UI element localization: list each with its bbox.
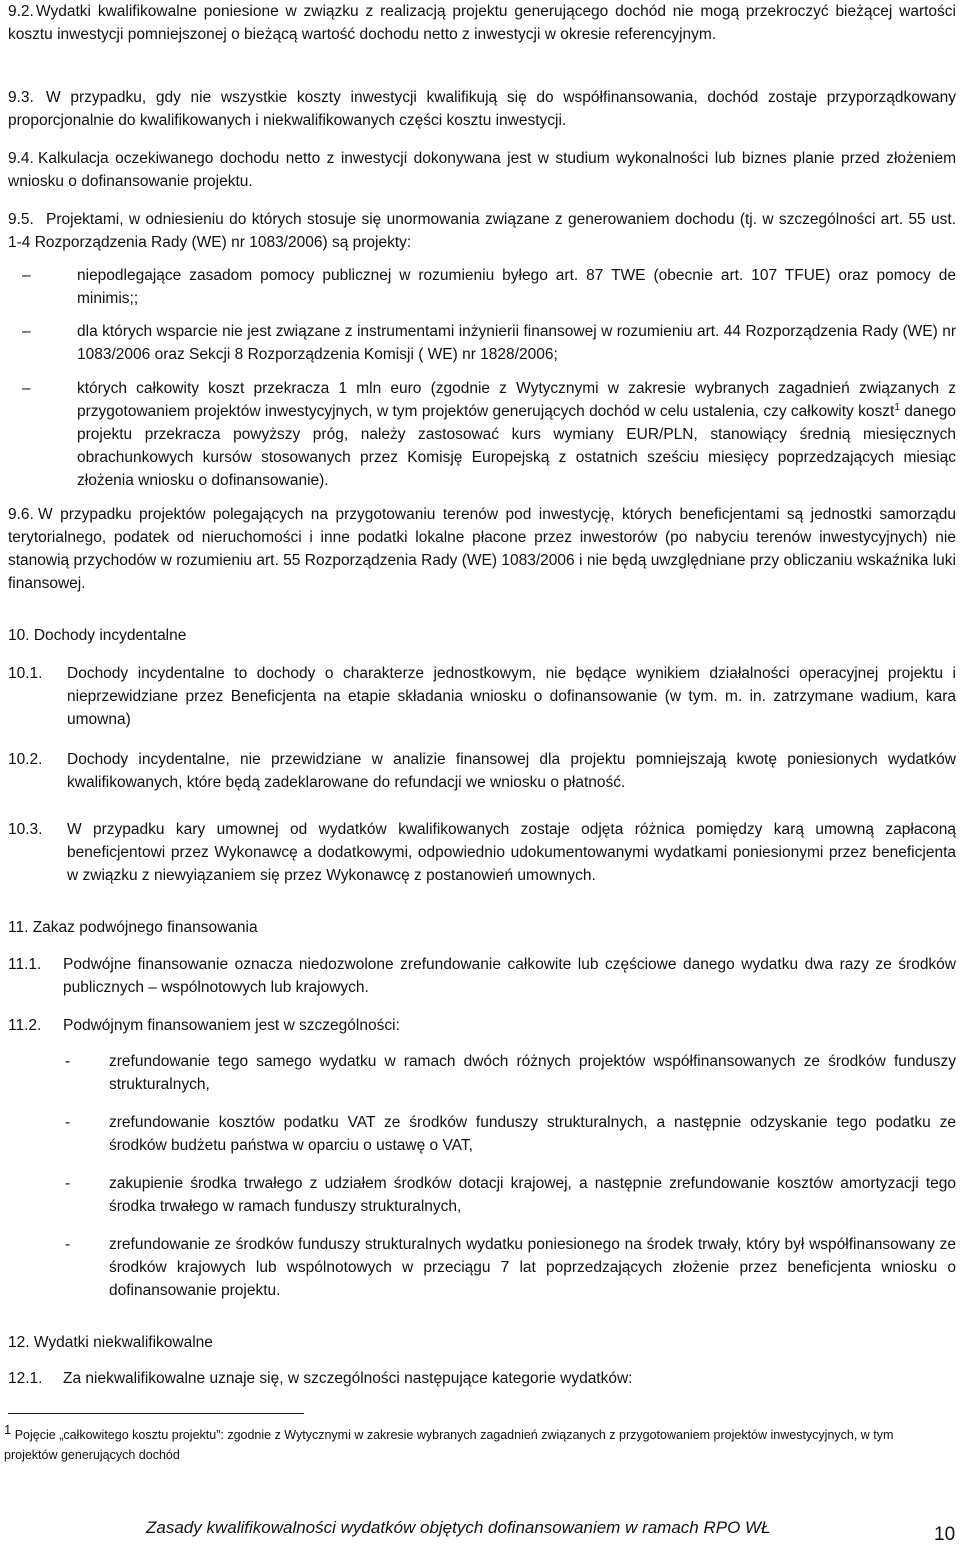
list-item-text: zrefundowanie tego samego wydatku w ramach dwóch różnych projektów współfinansowanych ze środków funduszy strukturalnych,	[109, 1053, 956, 1093]
list-item	[65, 1233, 956, 1302]
page-footer-title: Zasady kwalifikowalności wydatków objętych dofinansowaniem w ramach RPO WŁ	[146, 1518, 771, 1537]
paragraph-number: 9.4.	[8, 150, 34, 167]
paragraph-text: Projektami, w odniesieniu do których stosuje się unormowania związane z generowaniem dochodu (tj. w szczególności art. 55 ust. 1-4 Rozporządzenia Rady (WE) nr 1083/2006) są projekty:	[8, 211, 956, 251]
paragraph-9-6	[8, 503, 956, 595]
paragraph-text: Wydatki kwalifikowalne poniesione w związku z realizacją projektu generującego dochód nie mogą przekroczyć bieżącej wartości kosztu inwestycji pomniejszonej o bieżącą wartość dochodu netto z inwestycji w okresie referencyjnym.	[8, 3, 956, 43]
list-item-text: zakupienie środka trwałego z udziałem środków dotacji krajowej, a następnie zrefundowanie kosztów amortyzacji tego środka trwałego w ramach funduszy strukturalnych,	[109, 1175, 956, 1215]
paragraph-number: 9.5.	[8, 211, 34, 228]
page-number: 10	[934, 1524, 956, 1545]
paragraph-9-5	[8, 208, 956, 254]
paragraph-9-3	[8, 86, 956, 132]
paragraph-10-3	[8, 818, 956, 887]
paragraph-text: Dochody incydentalne to dochody o charakterze jednostkowym, nie będące wynikiem działalności operacyjnej projektu i nieprzewidziane przez Beneficjenta na etapie składania wniosku o dofinansowanie (w tym. m. in. zatrzymane wadium, kara umowna)	[67, 665, 956, 728]
paragraph-text: Podwójne finansowanie oznacza niedozwolone zrefundowanie całkowite lub częściowe danego wydatku dwa razy ze środków publicznych – wspólnotowych lub krajowych.	[63, 956, 956, 996]
list-item-text: zrefundowanie kosztów podatku VAT ze środków funduszy strukturalnych, a następnie odzyskanie tego podatku ze środków budżetu państwa w oparciu o ustawę o VAT,	[109, 1114, 956, 1154]
paragraph-number: 10.3.	[8, 821, 43, 838]
paragraph-text: W przypadku projektów polegających na przygotowaniu terenów pod inwestycję, których beneficjentami są jednostki samorządu terytorialnego, podatek od nieruchomości i inne podatki lokalne płacone przez inwestorów (po nabyciu terenów inwestycyjnych) nie stanowią przychodów w rozumieniu art. 55 Rozporządzenia Rady (WE) 1083/2006 i nie będą uwzględniane przy obliczaniu wskaźnika luki finansowej.	[8, 506, 956, 592]
paragraph-number: 9.6.	[8, 506, 34, 523]
list-item	[65, 1111, 956, 1157]
paragraph-text: Dochody incydentalne, nie przewidziane w analizie finansowej dla projektu pomniejszają kwotę poniesionych wydatków kwalifikowanych, które będą zadeklarowane do refundacji we wniosku o płatność.	[67, 751, 956, 791]
dash-bullet: -	[65, 1053, 71, 1070]
paragraph-number: 10.1.	[8, 665, 43, 682]
paragraph-text: Kalkulacja oczekiwanego dochodu netto z inwestycji dokonywana jest w studium wykonalności lub biznes planie przed złożeniem wniosku o dofinansowanie projektu.	[8, 150, 956, 190]
list-item	[22, 377, 956, 492]
paragraph-9-4	[8, 147, 956, 193]
footnote-text: Pojęcie „całkowitego kosztu projektu”: zgodnie z Wytycznymi w zakresie wybranych zagadnień związanych z przygotowaniem projektów inwestycyjnych, w tym projektów generujących dochód	[4, 1428, 894, 1463]
list-item-text: dla których wsparcie nie jest związane z instrumentami inżynierii finansowej w rozumieniu art. 44 Rozporządzenia Rady (WE) nr 1083/2006 oraz Sekcji 8 Rozporządzenia Komisji ( WE) nr 1828/2006;	[77, 323, 956, 363]
paragraph-number: 10.2.	[8, 751, 43, 768]
footnote-mark: 1	[4, 1422, 12, 1437]
paragraph-text: W przypadku kary umownej od wydatków kwalifikowanych zostaje odjęta różnica pomiędzy karą umowną zapłaconą beneficjentowi przez Wykonawcę a dodatkowymi, odpowiednio udokumentowanymi wydatkami poniesionymi przez beneficjenta w związku z niewyiązaniem się przez Wykonawcę z postanowień umownych.	[67, 821, 956, 884]
section-heading-10: 10. Dochody incydentalne	[8, 627, 187, 644]
list-item	[22, 264, 956, 310]
dash-bullet: -	[65, 1175, 71, 1192]
dash-bullet: –	[22, 323, 31, 340]
paragraph-11-1	[8, 953, 956, 999]
list-item-text: niepodlegające zasadom pomocy publicznej w rozumieniu byłego art. 87 TWE (obecnie art. 107 TFUE) oraz pomocy de minimis;;	[77, 267, 956, 307]
paragraph-number: 9.2.	[8, 3, 34, 20]
dash-bullet: –	[22, 267, 31, 284]
paragraph-number: 12.1.	[8, 1370, 43, 1387]
dash-bullet: –	[22, 380, 31, 397]
paragraph-text: Za niekwalifikowalne uznaje się, w szczególności następujące kategorie wydatków:	[63, 1370, 633, 1387]
footnote-reference: 1	[894, 401, 900, 413]
paragraph-11-2	[8, 1014, 956, 1037]
footnote-separator	[8, 1413, 304, 1414]
paragraph-number: 11.2.	[8, 1017, 42, 1034]
list-item-text: zrefundowanie ze środków funduszy strukturalnych wydatku poniesionego na środek trwały, który był współfinansowany ze środków krajowych lub wspólnotowych w przeciągu 7 lat poprzedzających złożenie przez beneficjenta wniosku o dofinansowanie projektu.	[109, 1236, 956, 1299]
paragraph-12-1	[8, 1367, 956, 1390]
section-heading-12: 12. Wydatki niekwalifikowalne	[8, 1334, 213, 1351]
paragraph-9-2	[8, 0, 956, 46]
list-item	[65, 1050, 956, 1096]
paragraph-number: 11.1.	[8, 956, 42, 973]
list-item-text: których całkowity koszt przekracza 1 mln euro (zgodnie z Wytycznymi w zakresie wybranych zagadnień związanych z przygotowaniem projektów inwestycyjnych, w tym projektów generujących dochód w celu ustalenia, czy całkowity koszt$^1$ danego projektu przekracza powyższy próg, należy zastosować kurs wymiany EUR/PLN, stanowiący średnią miesięcznych obrachunkowych kursów stosowanych przez Komisję Europejską z ostatnich sześciu miesięcy poprzedzających miesiąc złożenia wniosku o dofinansowanie).	[77, 380, 956, 489]
paragraph-number: 9.3.	[8, 89, 34, 106]
paragraph-text: W przypadku, gdy nie wszystkie koszty inwestycji kwalifikują się do współfinansowania, dochód zostaje przyporządkowany proporcjonalnie do kwalifikowanych i niekwalifikowanych części kosztu inwestycji.	[8, 89, 956, 129]
section-heading-11: 11. Zakaz podwójnego finansowania	[8, 919, 258, 936]
paragraph-10-2	[8, 748, 956, 794]
paragraph-text: Podwójnym finansowaniem jest w szczególności:	[63, 1017, 400, 1034]
dash-bullet: -	[65, 1236, 71, 1253]
dash-bullet: -	[65, 1114, 71, 1131]
list-item	[22, 320, 956, 366]
footnote	[4, 1420, 950, 1465]
paragraph-10-1	[8, 662, 956, 731]
list-item	[65, 1172, 956, 1218]
